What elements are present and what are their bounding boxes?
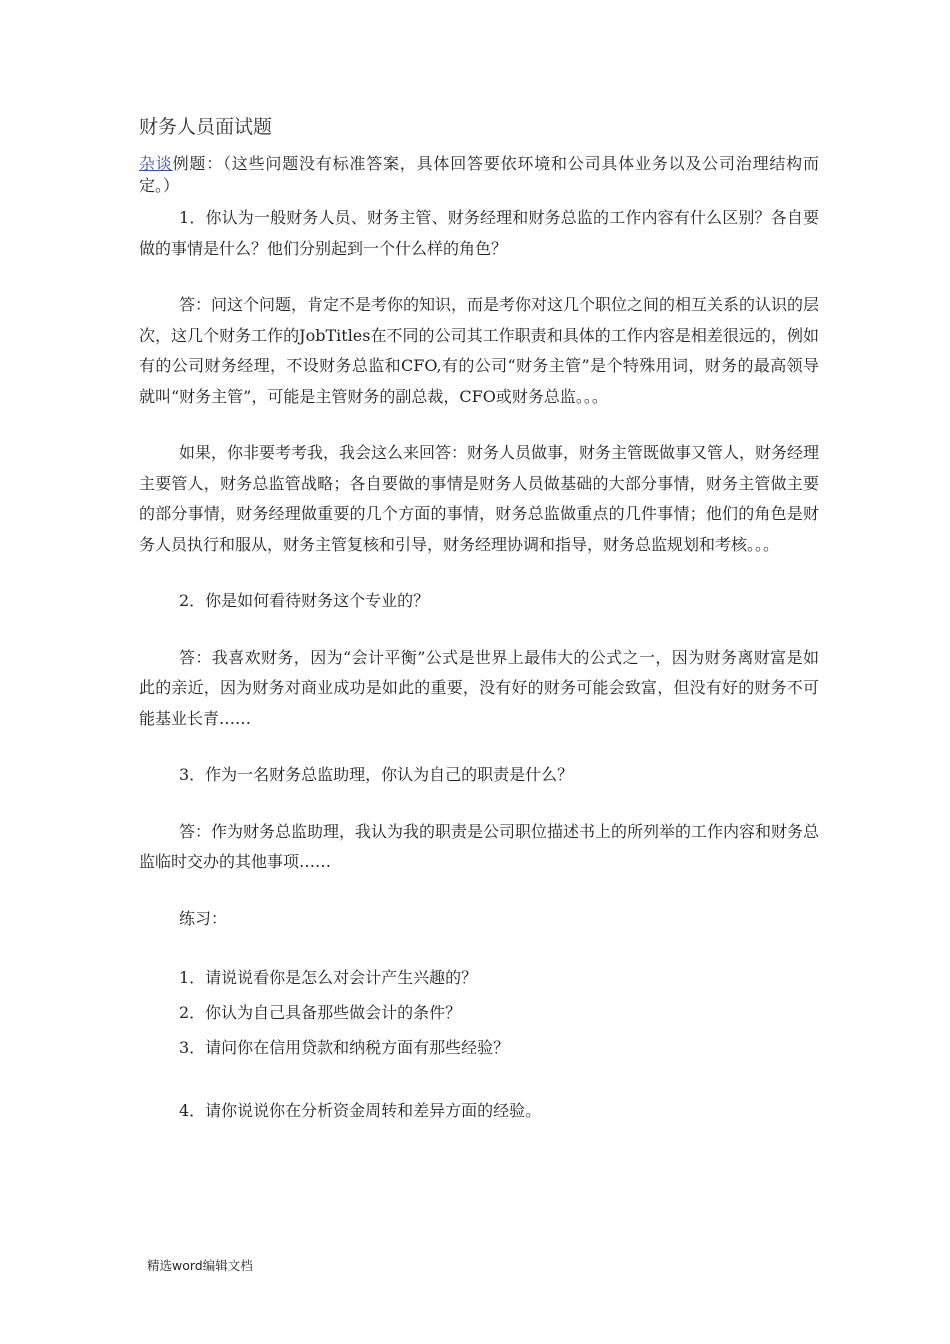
answer-2: 答：我喜欢财务，因为“会计平衡”公式是世界上最伟大的公式之一，因为财务离财富是如此的亲近，因为财务对商业成功是如此的重要，没有好的财务可能会致富，但没有好的财务不可能基业长青…… <box>139 647 819 728</box>
question-1: 1．你认为一般财务人员、财务主管、财务经理和财务总监的工作内容有什么区别？各自要做的事情是什么？他们分别起到一个什么样的角色？ <box>139 208 819 258</box>
answer-1-paragraph-1: 答：问这个问题，肯定不是考你的知识，而是考你对这几个职位之间的相互关系的认识的层次，这几个财务工作的JobTitles在不同的公司其工作职责和具体的工作内容是相差很远的，例如有的公司财务经理，不设财务总监和CFO,有的公司“财务主管”是个特殊用词，财务的最高领导就叫“财务主管”，可能是主管财务的副总裁，CFO或财务总监。。。 <box>139 295 820 406</box>
tag-link[interactable]: 杂谈 <box>139 154 173 173</box>
question-3: 3．作为一名财务总监助理，你认为自己的职责是什么？ <box>179 765 574 784</box>
footer-text: 精选word编辑文档 <box>147 1258 253 1273</box>
answer-3: 答：作为财务总监助理，我认为我的职责是公司职位描述书上的所列举的工作内容和财务总监临时交办的其他事项…… <box>139 821 820 871</box>
practice-item: 3．请问你在信用贷款和纳税方面有那些经验？ <box>179 1038 510 1057</box>
intro-text: 例题：（这些问题没有标准答案，具体回答要依环境和公司具体业务以及公司治理结构而定。） <box>139 154 819 195</box>
question-2: 2．你是如何看待财务这个专业的？ <box>179 591 430 610</box>
practice-label: 练习： <box>179 908 228 928</box>
intro-paragraph <box>139 153 819 197</box>
answer-1-paragraph-2: 如果，你非要考考我，我会这么来回答：财务人员做事，财务主管既做事又管人，财务经理主要管人，财务总监管战略；各自要做的事情是财务人员做基础的大部分事情，财务主管做主要的部分事情，财务经理做重要的几个方面的事情，财务总监做重点的几件事情；他们的角色是财务人员执行和服从，财务主管复核和引导，财务经理协调和指导，财务总监规划和考核。。。 <box>139 443 820 554</box>
practice-item: 2．你认为自己具备那些做会计的条件？ <box>179 1003 462 1022</box>
document-body <box>139 113 819 1128</box>
practice-item: 1．请说说看你是怎么对会计产生兴趣的？ <box>179 968 478 987</box>
practice-item: 4．请你说说你在分析资金周转和差异方面的经验。 <box>179 1101 542 1120</box>
document-title: 财务人员面试题 <box>139 116 273 138</box>
